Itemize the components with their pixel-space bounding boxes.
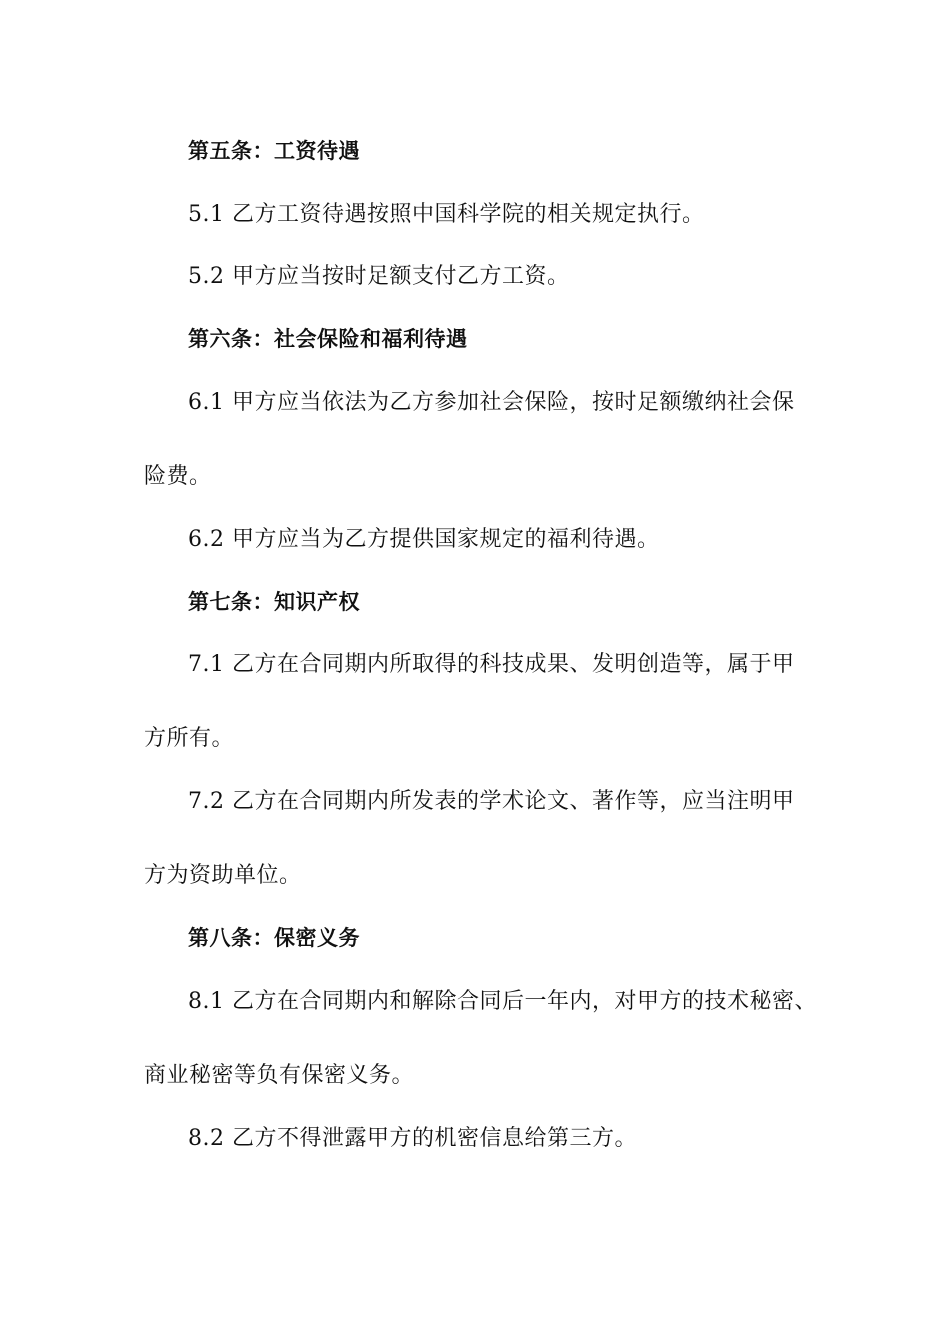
- clause-5-1: 5.1 乙方工资待遇按照中国科学院的相关规定执行。: [188, 202, 705, 227]
- section-heading-5: 第五条：工资待遇: [188, 139, 360, 163]
- clause-8-2: 8.2 乙方不得泄露甲方的机密信息给第三方。: [188, 1126, 637, 1151]
- clause-6-1: 6.1 甲方应当依法为乙方参加社会保险，按时足额缴纳社会保: [188, 390, 795, 415]
- clause-6-1-continued: 险费。: [144, 464, 212, 489]
- clause-8-1: 8.1 乙方在合同期内和解除合同后一年内，对甲方的技术秘密、: [188, 989, 817, 1014]
- section-heading-7: 第七条：知识产权: [188, 590, 360, 614]
- clause-5-2: 5.2 甲方应当按时足额支付乙方工资。: [188, 264, 570, 289]
- clause-7-1: 7.1 乙方在合同期内所取得的科技成果、发明创造等，属于甲: [188, 652, 795, 677]
- clause-8-1-continued: 商业秘密等负有保密义务。: [144, 1063, 415, 1088]
- clause-7-2: 7.2 乙方在合同期内所发表的学术论文、著作等，应当注明甲: [188, 789, 795, 814]
- section-heading-8: 第八条：保密义务: [188, 926, 360, 950]
- section-heading-6: 第六条：社会保险和福利待遇: [188, 327, 468, 351]
- clause-7-2-continued: 方为资助单位。: [144, 863, 302, 888]
- clause-6-2: 6.2 甲方应当为乙方提供国家规定的福利待遇。: [188, 527, 660, 552]
- clause-7-1-continued: 方所有。: [144, 726, 235, 751]
